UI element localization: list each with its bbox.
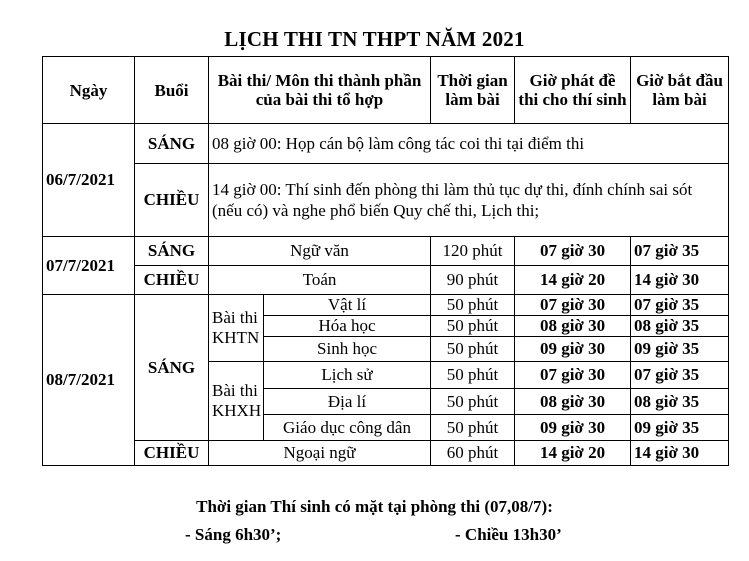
session-cell: CHIỀU [135,266,209,295]
subject-cell: Ngoại ngữ [209,441,431,466]
page-title: LỊCH THI TN THPT NĂM 2021 [224,27,525,51]
note-cell: 08 giờ 00: Họp cán bộ làm công tác coi thi tại điểm thi [209,124,729,164]
date-cell: 08/7/2021 [43,295,135,466]
morning-arrival-time: - Sáng 6h30’; [185,525,282,544]
header-start-time: Giờ bắt đầu làm bài [631,57,729,124]
table-row [43,295,729,316]
subject-cell: Giáo dục công dân [264,415,431,441]
duration-cell: 90 phút [431,266,515,295]
session-cell: SÁNG [135,295,209,441]
header-distribute-time: Giờ phát đề thi cho thí sinh [515,57,631,124]
subject-cell: Lịch sử [264,362,431,389]
arrival-time-heading: Thời gian Thí sinh có mặt tại phòng thi (07,08/7): [196,497,553,516]
start-cell: 14 giờ 30 [631,266,729,295]
distribute-cell: 08 giờ 30 [515,389,631,415]
start-cell: 09 giờ 35 [631,337,729,362]
duration-cell: 50 phút [431,316,515,337]
duration-cell: 50 phút [431,415,515,441]
session-cell: SÁNG [135,124,209,164]
table-row [43,266,729,295]
distribute-cell: 07 giờ 30 [515,362,631,389]
header-duration: Thời gian làm bài [431,57,515,124]
session-cell: CHIỀU [135,441,209,466]
note-cell: 14 giờ 00: Thí sinh đến phòng thi làm thủ tục dự thi, đính chính sai sót (nếu có) và nghe phổ biến Quy chế thi, Lịch thi; [209,164,729,237]
date-cell: 06/7/2021 [43,124,135,237]
distribute-cell: 14 giờ 20 [515,266,631,295]
group-cell: Bài thi KHTN [209,295,264,362]
table-row [43,164,729,237]
duration-cell: 50 phút [431,295,515,316]
duration-cell: 60 phút [431,441,515,466]
start-cell: 07 giờ 35 [631,237,729,266]
table-row [43,124,729,164]
start-cell: 09 giờ 35 [631,415,729,441]
start-cell: 14 giờ 30 [631,441,729,466]
subject-cell: Sinh học [264,337,431,362]
afternoon-arrival-time: - Chiều 13h30’ [455,525,562,544]
distribute-cell: 14 giờ 20 [515,441,631,466]
subject-cell: Ngữ văn [209,237,431,266]
distribute-cell: 09 giờ 30 [515,337,631,362]
distribute-cell: 07 giờ 30 [515,237,631,266]
duration-cell: 120 phút [431,237,515,266]
start-cell: 08 giờ 35 [631,389,729,415]
duration-cell: 50 phút [431,362,515,389]
start-cell: 07 giờ 35 [631,362,729,389]
session-cell: SÁNG [135,237,209,266]
distribute-cell: 09 giờ 30 [515,415,631,441]
subject-cell: Địa lí [264,389,431,415]
subject-cell: Hóa học [264,316,431,337]
duration-cell: 50 phút [431,389,515,415]
table-row [43,441,729,466]
distribute-cell: 08 giờ 30 [515,316,631,337]
distribute-cell: 07 giờ 30 [515,295,631,316]
header-session: Buổi [135,57,209,124]
table-row [43,237,729,266]
start-cell: 07 giờ 35 [631,295,729,316]
subject-cell: Toán [209,266,431,295]
start-cell: 08 giờ 35 [631,316,729,337]
exam-schedule-table [42,56,729,466]
group-cell: Bài thi KHXH [209,362,264,441]
header-date: Ngày [43,57,135,124]
subject-cell: Vật lí [264,295,431,316]
duration-cell: 50 phút [431,337,515,362]
session-cell: CHIỀU [135,164,209,237]
header-subject: Bài thi/ Môn thi thành phần của bài thi tổ hợp [209,57,431,124]
header-row [43,57,729,124]
date-cell: 07/7/2021 [43,237,135,295]
